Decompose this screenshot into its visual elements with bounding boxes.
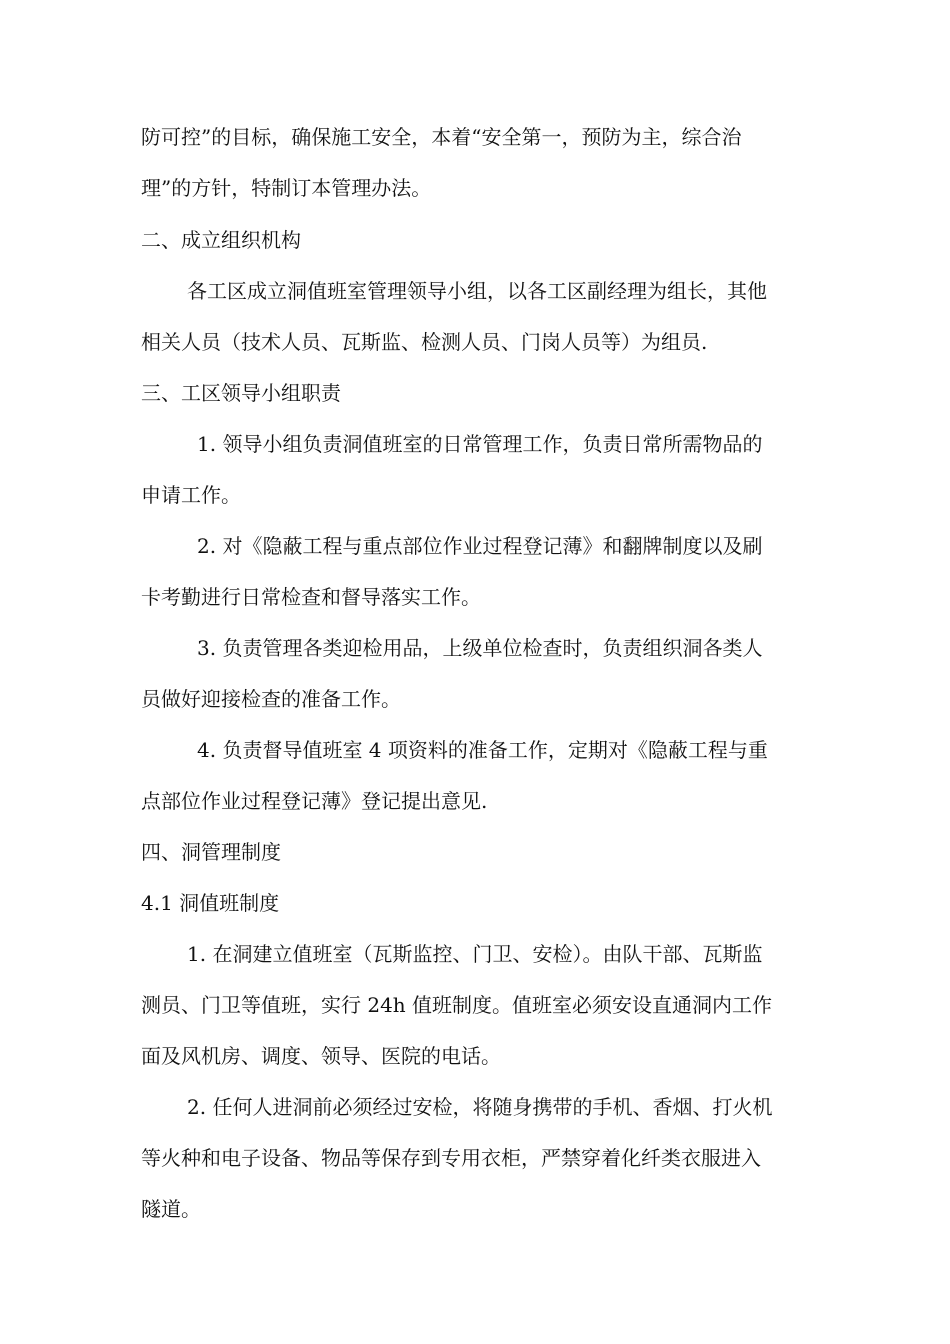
section-heading: 四、洞管理制度 [141,840,281,864]
list-item-line: 面及风机房、调度、领导、医院的电话。 [141,1044,501,1068]
list-item-line: 申请工作。 [141,483,241,507]
list-item-line: 1. 在洞建立值班室（瓦斯监控、门卫、安检）。由队干部、瓦斯监 [187,942,763,966]
list-item-line: 2. 任何人进洞前必须经过安检，将随身携带的手机、香烟、打火机 [187,1095,773,1119]
section-heading: 二、成立组织机构 [141,228,301,252]
list-item-line: 员做好迎接检查的准备工作。 [141,687,401,711]
paragraph-line: 防可控”的目标，确保施工安全，本着“安全第一，预防为主，综合治 [141,125,742,149]
list-item-line: 3. 负责管理各类迎检用品，上级单位检查时，负责组织洞各类人 [197,636,763,660]
list-item-line: 点部位作业过程登记薄》登记提出意见. [141,789,488,813]
list-item-line: 隧道。 [141,1197,201,1221]
subsection-heading: 4.1 洞值班制度 [141,891,280,915]
list-item-line: 4. 负责督导值班室 4 项资料的准备工作，定期对《隐蔽工程与重 [197,738,768,762]
list-item-line: 2. 对《隐蔽工程与重点部位作业过程登记薄》和翻牌制度以及刷 [197,534,763,558]
section-heading: 三、工区领导小组职责 [141,381,341,405]
list-item-line: 1. 领导小组负责洞值班室的日常管理工作，负责日常所需物品的 [197,432,763,456]
list-item-line: 卡考勤进行日常检查和督导落实工作。 [141,585,481,609]
paragraph-line: 各工区成立洞值班室管理领导小组，以各工区副经理为组长，其他 [187,279,767,303]
list-item-line: 测员、门卫等值班，实行 24h 值班制度。值班室必须安设直通洞内工作 [141,993,773,1017]
paragraph-line: 理”的方针，特制订本管理办法。 [141,176,432,200]
list-item-line: 等火种和电子设备、物品等保存到专用衣柜，严禁穿着化纤类衣服进入 [141,1146,761,1170]
paragraph-line: 相关人员（技术人员、瓦斯监、检测人员、门岗人员等）为组员. [141,330,708,354]
